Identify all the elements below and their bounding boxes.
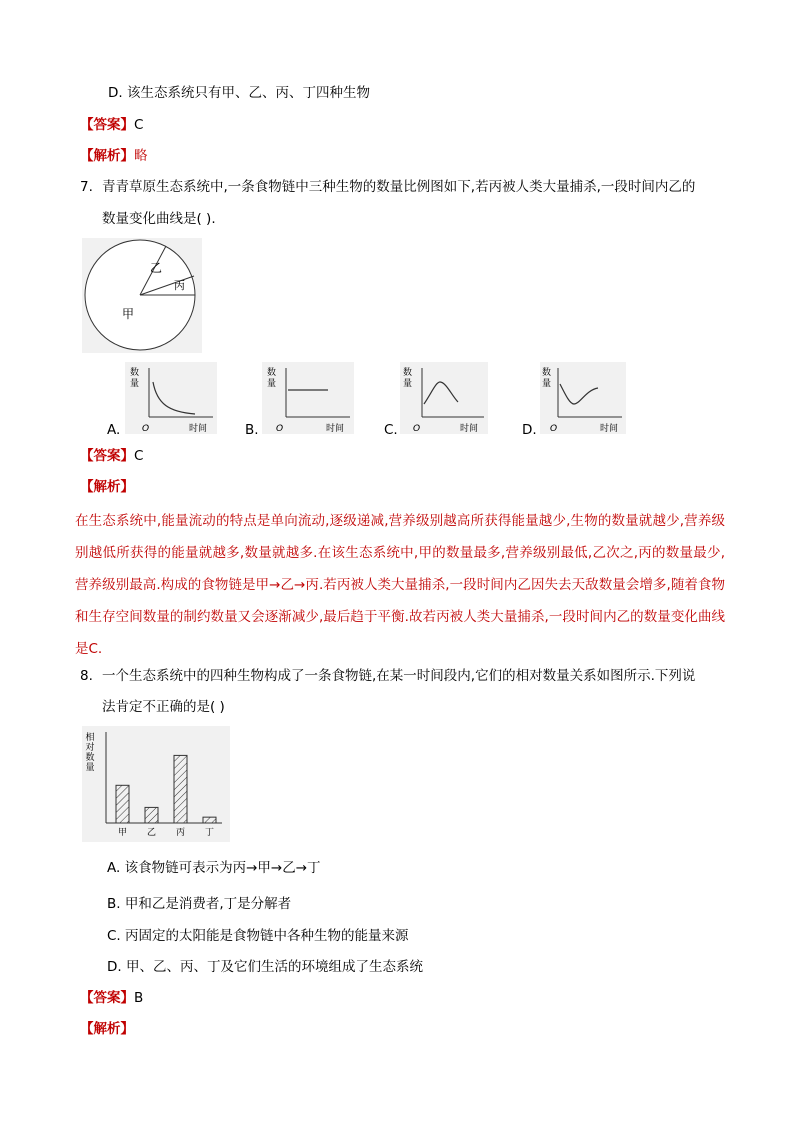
q7-stem-line1: 青青草原生态系统中,一条食物链中三种生物的数量比例图如下,若丙被人类大量捕杀,一段时间内乙的 [102,179,696,195]
curve-decreasing [153,382,195,414]
ylabel-2: 量 [267,379,277,389]
ylabel-char-2: 数 [85,753,95,763]
answer-value: C [134,448,144,464]
ylabel-1: 数 [542,368,552,378]
q8-option-c: C. 丙固定的太阳能是食物链中各种生物的能量来源 [107,928,409,944]
pie-chart [82,238,202,353]
q7-option-c-letter: C. [384,422,398,438]
ylabel-2: 量 [130,379,140,389]
analysis-tag: 【解析】 [80,1021,134,1037]
ylabel-char-1: 对 [85,743,95,753]
xlabel: 时间 [460,424,479,434]
q7-option-b-graph [262,362,354,434]
q7-answer [80,446,143,466]
bars [116,755,216,838]
ylabel-char-3: 量 [85,763,95,773]
bar-label-1: 乙 [146,828,157,838]
q7-analysis-text: 在生态系统中,能量流动的特点是单向流动,逐级递减,营养级别越高所获得能量越少,生物的数量就越少,营养级别越低所获得的能量就越多,数量就越多.在该生态系统中,甲的数量最多,营养级别最低,乙次之,丙的数量最少,营养级别最高.构成的食物链是甲→乙→丙.若丙被人类大量捕杀,一段时间内乙因失去天敌数量会增多,随着食物和生存空间数量的制约数量又会逐渐减少,最后趋于平衡.故若丙被人类大量捕杀,一段时间内乙的数量变化曲线是C. [75,513,725,657]
q8-stem-line2: 法肯定不正确的是( ) [102,699,225,715]
answer-value: C [134,117,144,133]
answer-tag: 【答案】 [80,990,134,1006]
q8-bar-figure [82,726,230,842]
q7-analysis-heading [80,477,134,497]
xlabel: 时间 [189,424,208,434]
q7-option-c-graph [400,362,488,434]
answer-value: B [134,990,144,1006]
bar-3 [203,817,216,823]
y-axis-label [85,731,94,773]
pie-label-yi: 乙 [150,261,163,275]
q7-option-b-letter: B. [245,422,259,438]
xlabel: 时间 [326,424,345,434]
ylabel-1: 数 [130,368,140,378]
graph-b [262,362,354,434]
ylabel-2: 量 [403,379,413,389]
q7-option-a-letter: A. [107,422,121,438]
q8-option-d: D. 甲、乙、丙、丁及它们生活的环境组成了生态系统 [107,959,423,975]
origin: O [276,424,284,434]
analysis-text: 略 [134,148,148,164]
graph-d [540,362,626,434]
origin: O [550,424,558,434]
answer-tag: 【答案】 [80,117,134,133]
q7-stem-line2: 数量变化曲线是( ). [102,211,216,227]
bar-0 [116,785,129,823]
pie-label-jia: 甲 [122,307,135,321]
ylabel-char-0: 相 [85,733,95,743]
q6-analysis [80,146,148,166]
origin: O [413,424,421,434]
xlabel: 时间 [600,424,619,434]
bar-label-3: 丁 [204,828,215,838]
bar-2 [174,755,187,823]
q8-answer [80,988,143,1008]
q7-option-d-letter: D. [522,422,537,438]
bar-label-0: 甲 [117,828,128,838]
ylabel-1: 数 [267,368,277,378]
q6-option-d: D. 该生态系统只有甲、乙、丙、丁四种生物 [108,85,370,101]
bar-label-2: 丙 [175,828,186,838]
ylabel-1: 数 [403,368,413,378]
q6-answer [80,115,143,135]
q8-option-b: B. 甲和乙是消费者,丁是分解者 [107,896,292,912]
curve-fall-rise [560,384,598,404]
q8-stem-line1: 一个生态系统中的四种生物构成了一条食物链,在某一时间段内,它们的相对数量关系如图所示.下列说 [102,668,696,684]
bar-1 [145,807,158,823]
q8-analysis-heading [80,1019,134,1039]
bar-chart [82,726,230,842]
graph-c [400,362,488,434]
q8-option-a: A. 该食物链可表示为丙→甲→乙→丁 [107,860,321,876]
q7-option-d-graph [540,362,626,434]
answer-tag: 【答案】 [80,448,134,464]
graph-a [125,362,217,434]
pie-label-bing: 丙 [174,279,185,292]
analysis-tag: 【解析】 [80,479,134,495]
q7-option-a-graph [125,362,217,434]
curve-rise-fall [424,382,458,404]
q8-number: 8. [80,668,93,684]
origin: O [142,424,150,434]
q7-pie-figure [82,238,202,353]
q7-number: 7. [80,179,93,195]
ylabel-2: 量 [542,379,552,389]
analysis-tag: 【解析】 [80,148,134,164]
